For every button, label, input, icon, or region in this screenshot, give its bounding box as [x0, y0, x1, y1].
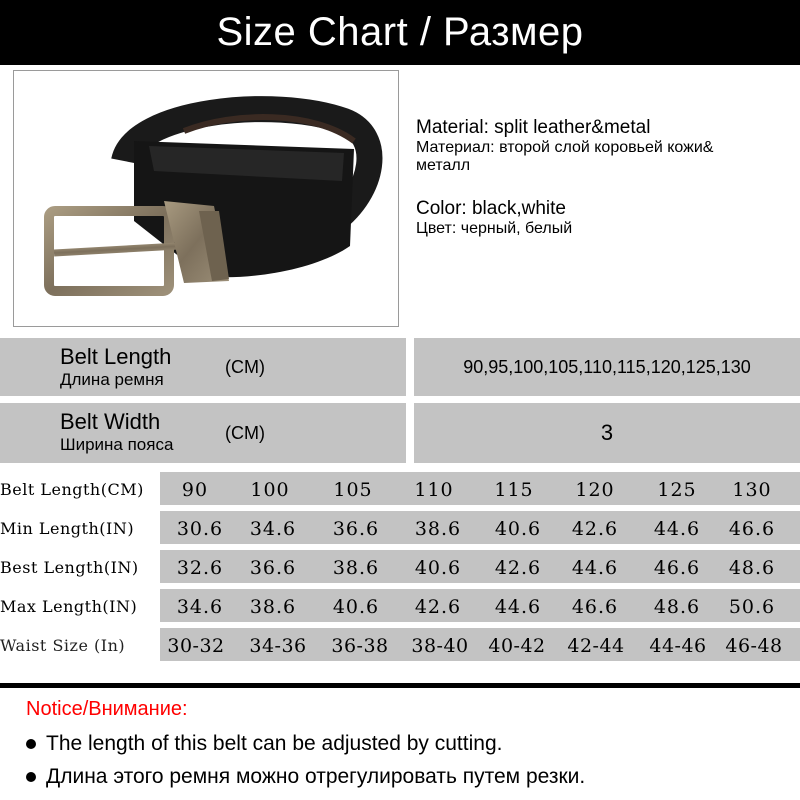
- table-cell: 34-36: [249, 634, 307, 657]
- belt-image: [14, 71, 398, 326]
- table-cell: 125: [657, 478, 697, 501]
- notice-text: Длина этого ремня можно отрегулировать путем резки.: [46, 765, 586, 788]
- table-cell: 40-42: [488, 634, 546, 657]
- table-cell: 44.6: [653, 517, 701, 540]
- table-cell: 40.6: [332, 595, 380, 618]
- bullet-icon: [26, 739, 36, 749]
- table-cell: 42.6: [414, 595, 462, 618]
- table-cell: 90: [181, 478, 209, 501]
- table-cell: 100: [250, 478, 290, 501]
- header-bar: [0, 0, 800, 65]
- page-title: Size Chart / Размер: [216, 10, 584, 54]
- belt-width-label-cell: [0, 403, 406, 463]
- table-row: [0, 508, 800, 549]
- belt-length-label-ru: Длина ремня: [60, 370, 164, 389]
- table-cell: 38-40: [411, 634, 469, 657]
- table-cell: 110: [414, 478, 454, 501]
- belt-photo: [13, 70, 399, 327]
- row-label: Belt Length(CM): [0, 480, 144, 499]
- belt-length-value-cell: [414, 338, 800, 396]
- belt-length-unit: (CM): [225, 357, 265, 377]
- material-ru-cont: металл: [416, 157, 471, 174]
- notice-text: The length of this belt can be adjusted by cutting.: [46, 732, 503, 755]
- bullet-icon: [26, 772, 36, 782]
- table-row: [0, 625, 800, 666]
- table-cell: 34.6: [176, 595, 224, 618]
- table-cell: 44.6: [494, 595, 542, 618]
- table-cell: 46.6: [728, 517, 776, 540]
- table-cell: 40.6: [414, 556, 462, 579]
- table-cell: 115: [494, 478, 534, 501]
- table-cell: 46.6: [571, 595, 619, 618]
- table-cell: 105: [333, 478, 373, 501]
- table-cell: 34.6: [249, 517, 297, 540]
- belt-width-value-cell: [414, 403, 800, 463]
- table-cell: 48.6: [728, 556, 776, 579]
- belt-length-values: 90,95,100,105,110,115,120,125,130: [463, 356, 751, 377]
- table-cell: 36-38: [331, 634, 389, 657]
- table-cell: 46-48: [725, 634, 783, 657]
- belt-width-label-ru: Ширина пояса: [60, 435, 174, 454]
- notice-bullet: [26, 732, 502, 756]
- notice-bullet: [26, 765, 585, 789]
- table-row: [0, 547, 800, 588]
- belt-length-label-cell: [0, 338, 406, 396]
- table-cell: 44.6: [571, 556, 619, 579]
- notice-title: Notice/Внимание:: [26, 698, 188, 720]
- table-cell: 38.6: [332, 556, 380, 579]
- color-ru: Цвет: черный, белый: [416, 220, 573, 237]
- table-cell: 42.6: [494, 556, 542, 579]
- belt-length-label-en: Belt Length: [60, 344, 172, 369]
- belt-width-value: 3: [600, 420, 614, 445]
- table-cell: 40.6: [494, 517, 542, 540]
- row-label: Max Length(IN): [0, 597, 138, 616]
- table-cell: 42.6: [571, 517, 619, 540]
- table-cell: 38.6: [414, 517, 462, 540]
- size-table: [0, 469, 800, 666]
- table-row: [0, 469, 800, 510]
- row-label: Waist Size (In): [0, 636, 126, 655]
- table-cell: 30.6: [176, 517, 224, 540]
- belt-width-label-en: Belt Width: [60, 409, 161, 434]
- table-cell: 38.6: [249, 595, 297, 618]
- table-cell: 46.6: [653, 556, 701, 579]
- table-row: [0, 586, 800, 627]
- row-label: Min Length(IN): [0, 519, 135, 538]
- product-specs: [416, 117, 796, 238]
- table-cell: 120: [575, 478, 615, 501]
- material-ru: Материал: второй слой коровьей кожи&: [416, 139, 714, 156]
- color-en: Color: black,white: [416, 198, 566, 219]
- table-cell: 30-32: [167, 634, 225, 657]
- table-cell: 48.6: [653, 595, 701, 618]
- table-cell: 130: [732, 478, 772, 501]
- belt-width-unit: (CM): [225, 423, 265, 443]
- table-cell: 36.6: [332, 517, 380, 540]
- material-en: Material: split leather&metal: [416, 117, 651, 138]
- divider: [0, 683, 800, 688]
- table-cell: 32.6: [176, 556, 224, 579]
- table-cell: 44-46: [649, 634, 707, 657]
- table-cell: 36.6: [249, 556, 297, 579]
- table-cell: 42-44: [567, 634, 625, 657]
- row-label: Best Length(IN): [0, 558, 139, 577]
- table-cell: 50.6: [728, 595, 776, 618]
